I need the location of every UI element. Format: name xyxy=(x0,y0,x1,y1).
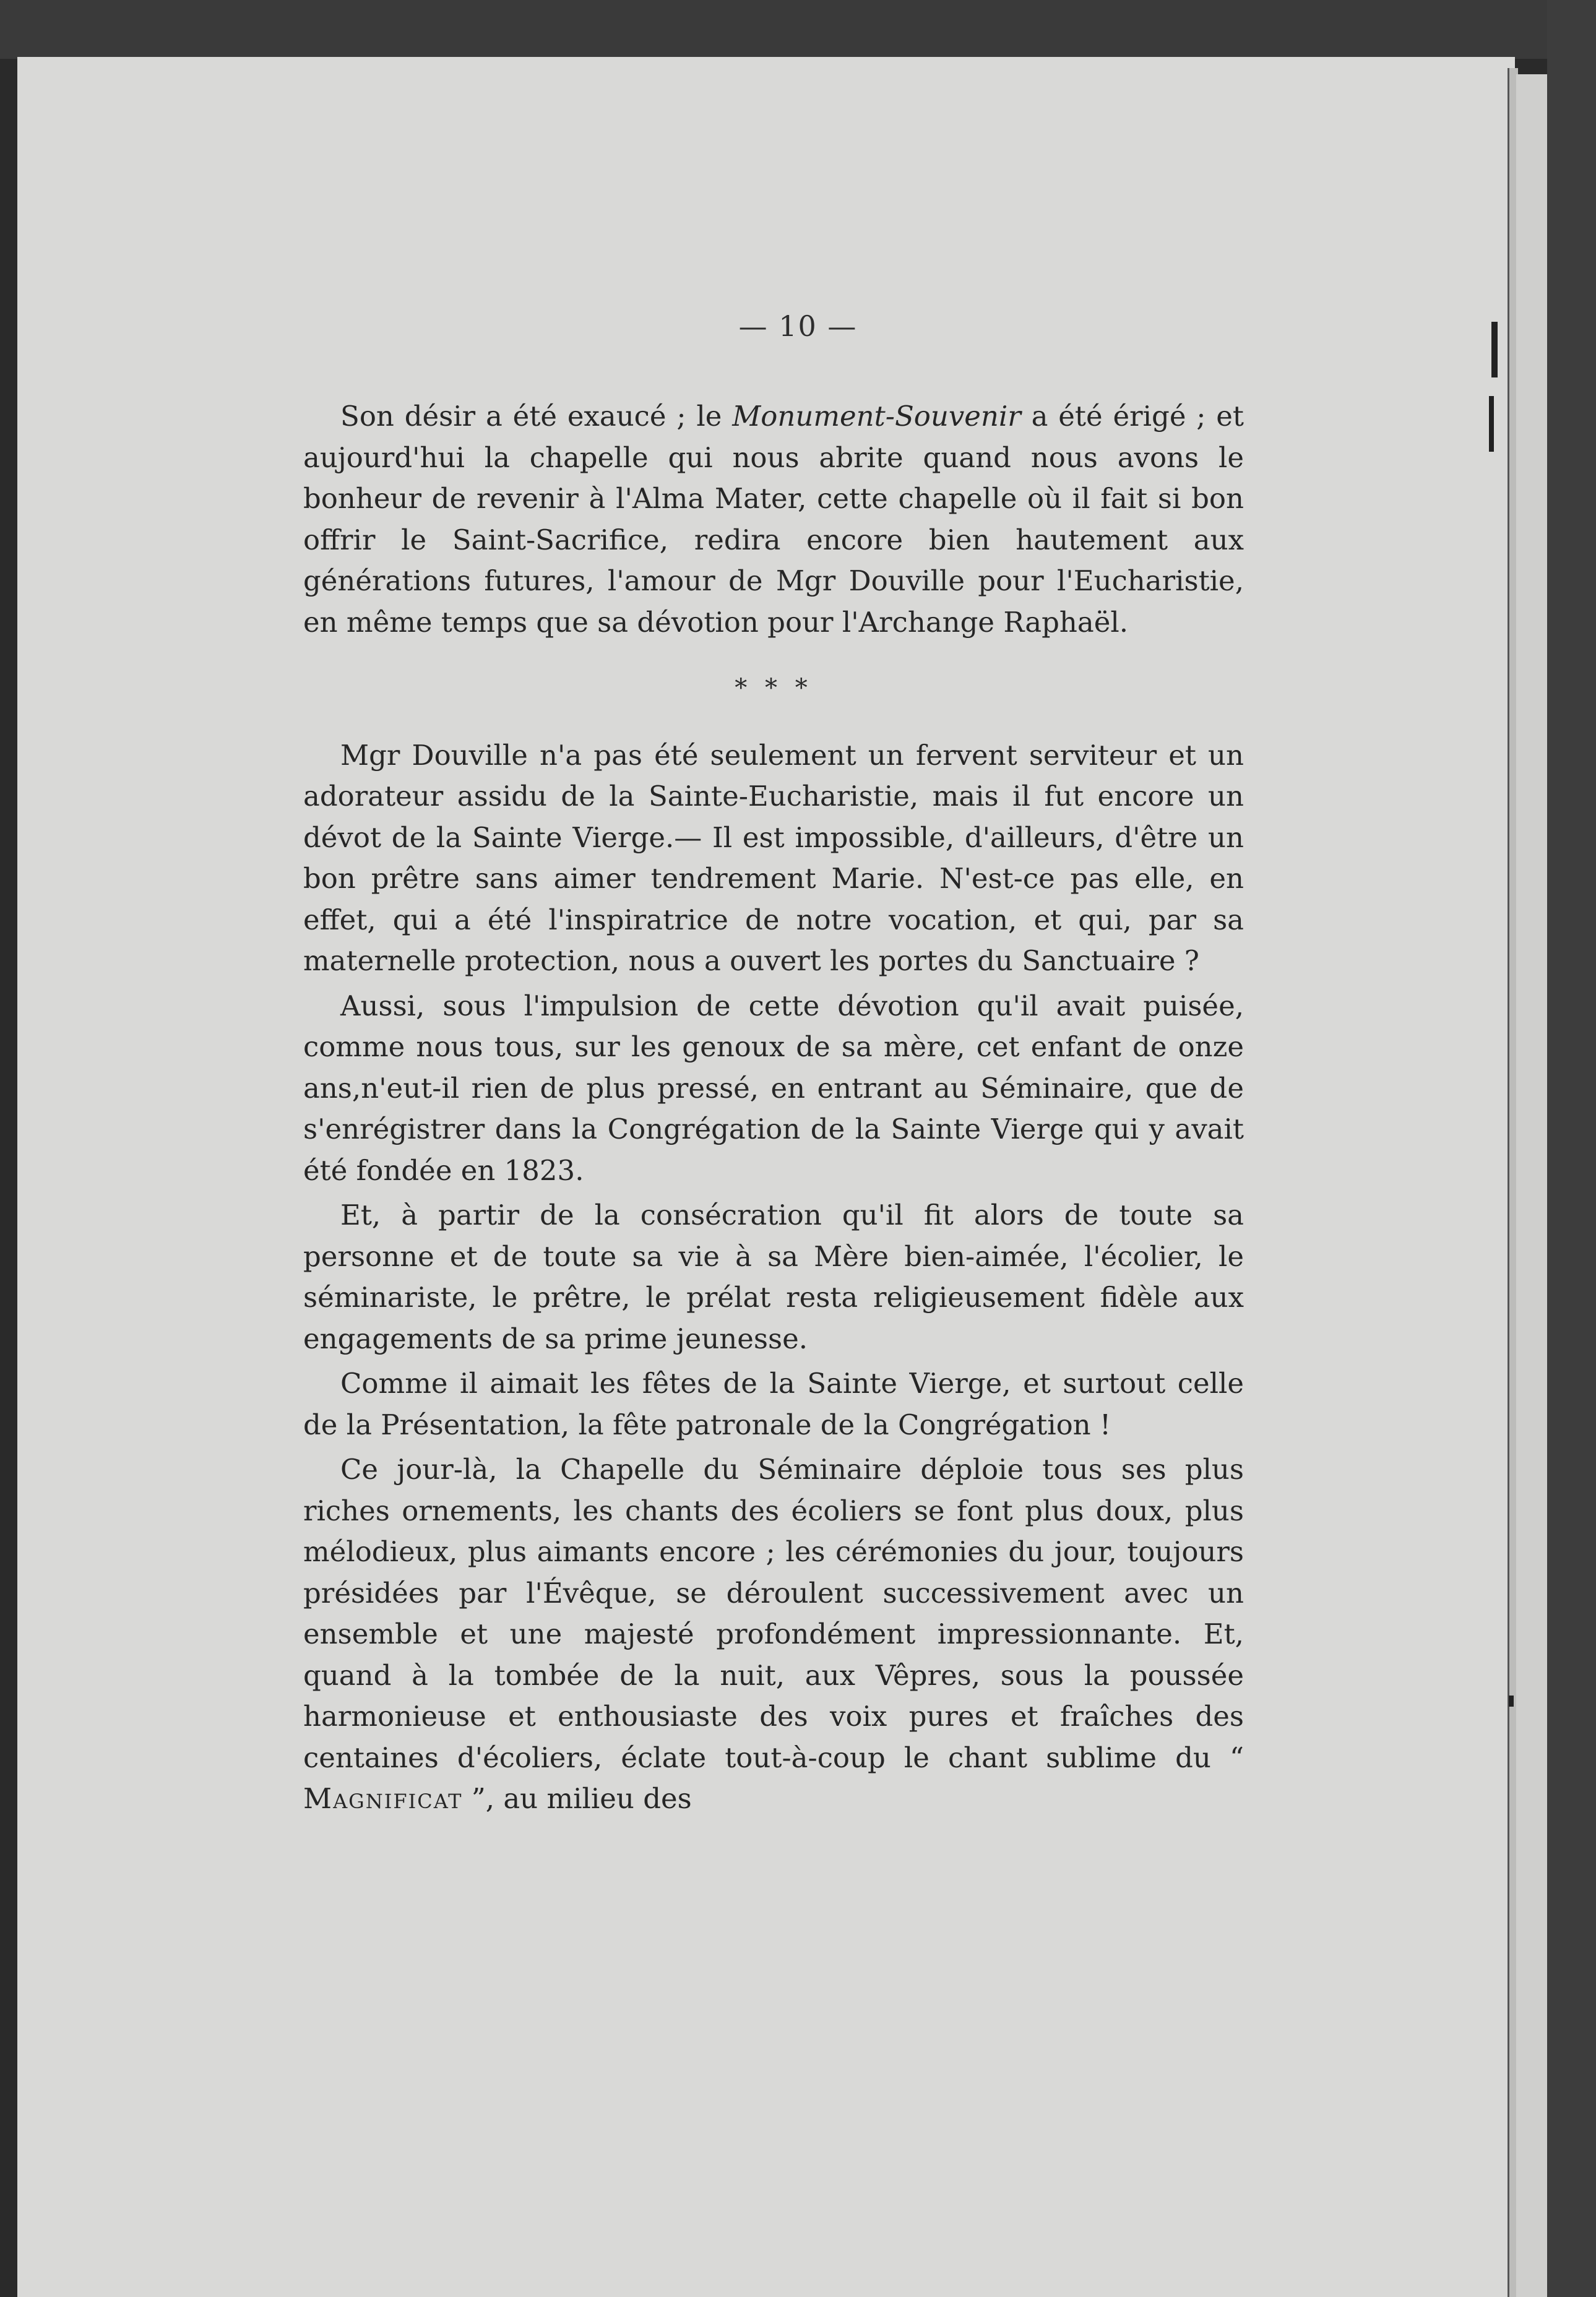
paragraph: Aussi, sous l'impulsion de cette dévotion qu'il avait puisée, comme nous tous, sur les genoux de sa mère, cet enfant de onze ans,n'eut-il rien de plus pressé, en entrant au Séminaire, que de s'enrégistrer dans la Congrégation de la Sainte Vierge qui y avait été fondée en 1823. xyxy=(303,989,1244,1187)
paragraph xyxy=(303,1449,1244,1820)
paragraph-text: ”, au milieu des xyxy=(462,1782,692,1815)
scan-border-right xyxy=(1547,0,1596,2297)
paragraph: Et, à partir de la consécration qu'il fit alors de toute sa personne et de toute sa vie à sa Mère bien-aimée, l'écolier, le séminariste, le prêtre, le prélat resta religieusement fidèle aux engagements de sa prime jeunesse. xyxy=(303,1199,1244,1355)
body-text xyxy=(303,396,1244,1824)
page-number: — 10 — xyxy=(738,309,858,343)
paragraph: Mgr Douville n'a pas été seulement un fervent serviteur et un adorateur assidu de la Sainte-Eucharistie, mais il fut encore un dévot de la Sainte Vierge.— Il est impossible, d'ailleurs, d'être un bon prêtre sans aimer tendrement Marie. N'est-ce pas elle, en effet, qui a été l'inspiratrice de notre vocation, et qui, par sa maternelle protection, nous a ouvert les portes du Sanctuaire ? xyxy=(303,738,1244,977)
small-caps-word: Magnificat xyxy=(303,1782,463,1815)
italic-title: Monument-Souvenir xyxy=(732,400,1021,433)
paragraph-text: Ce jour-là, la Chapelle du Séminaire déploie tous ses plus riches ornements, les chants des écoliers se font plus doux, plus mélodieux, plus aimants encore ; les cérémonies du jour, toujours présidées par l'Évêque, se déroulent successivement avec un ensemble et une majesté profondément impressionnante. Et, quand à la tombée de la nuit, aux Vêpres, sous la poussée harmonieuse et enthousiaste des voix pures et fraîches des centaines d'écoliers, éclate tout-à-coup le chant sublime du “ xyxy=(303,1453,1244,1774)
scan-border-top xyxy=(0,0,1596,59)
paragraph-text: a été érigé ; et aujourd'hui la chapelle qui nous abrite quand nous avons le bonheur de revenir à l'Alma Mater, cette chapelle où il fait si bon offrir le Saint-Sacrifice, redira encore bien hautement aux générations futures, l'amour de Mgr Douville pour l'Eucharistie, en même temps que sa dévotion pour l'Archange Raphaël. xyxy=(303,400,1244,639)
paragraph-text: Son désir a été exaucé ; le xyxy=(340,400,733,433)
paragraph xyxy=(303,396,1244,643)
scan-speck xyxy=(1509,1696,1514,1707)
paragraph: Comme il aimait les fêtes de la Sainte Vierge, et surtout celle de la Présentation, la fête patronale de la Congrégation ! xyxy=(303,1367,1244,1441)
section-separator: * * * xyxy=(735,674,813,702)
scan-speck xyxy=(1489,396,1494,452)
